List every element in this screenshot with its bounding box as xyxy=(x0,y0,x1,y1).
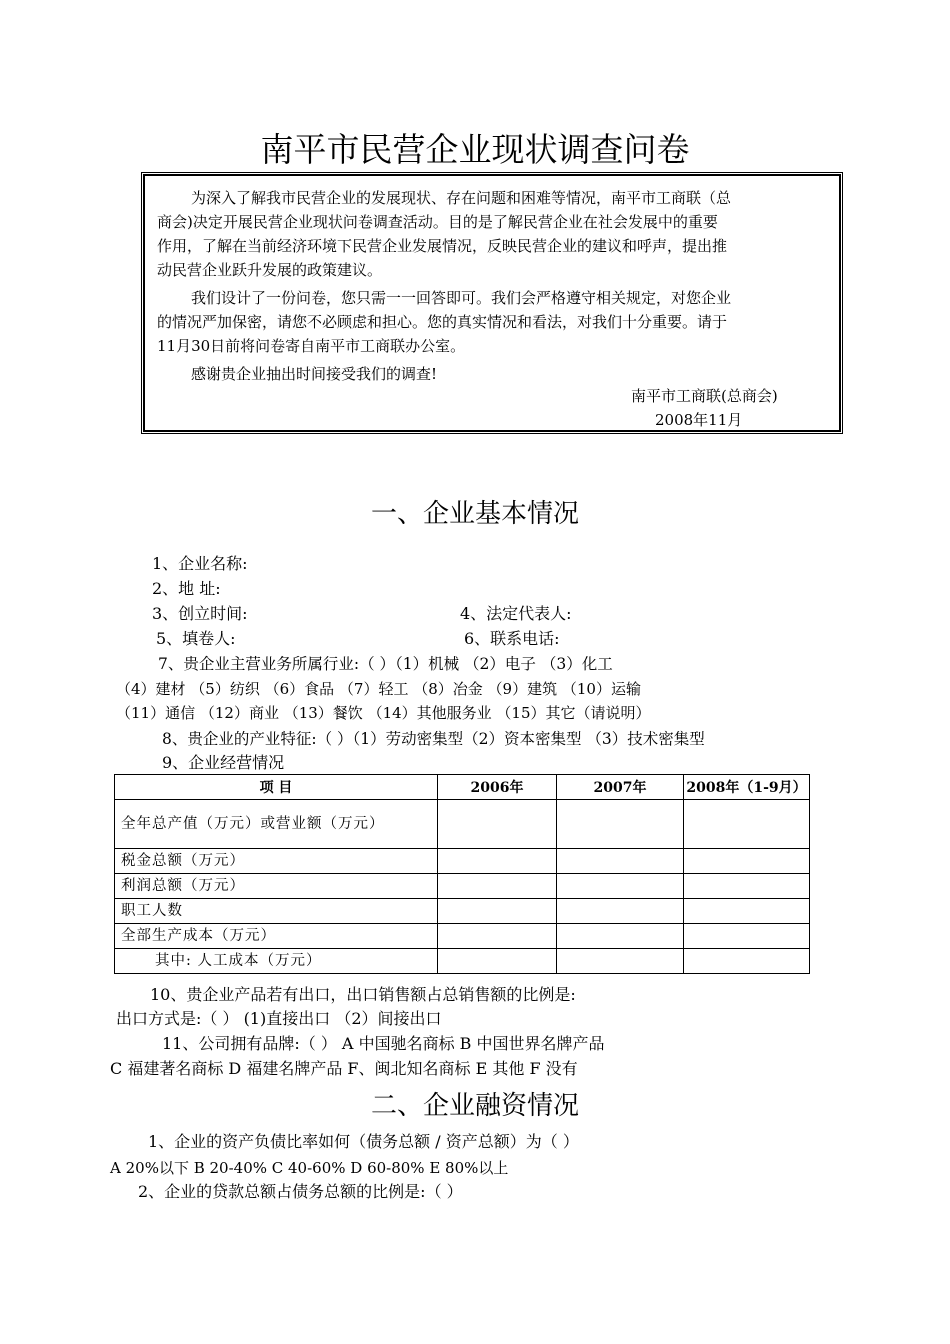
page-title: 南平市民营企业现状调查问卷 xyxy=(260,130,690,169)
financing-question-1: 1、企业的资产负债比率如何（债务总额 / 资产总额）为（ ） xyxy=(148,1132,579,1151)
intro-line: 感谢贵企业抽出时间接受我们的调查! xyxy=(191,365,438,383)
intro-line: 11月30日前将问卷寄自南平市工商联办公室。 xyxy=(157,337,466,355)
table-cell[interactable] xyxy=(557,849,684,874)
question-3: 3、创立时间: xyxy=(152,604,248,623)
intro-box xyxy=(143,174,841,432)
table-cell[interactable] xyxy=(684,874,810,899)
question-2: 2、地 址: xyxy=(152,579,221,598)
table-row xyxy=(115,849,810,874)
intro-signature: 南平市工商联(总商会) xyxy=(631,387,778,405)
row-label: 全年总产值（万元）或营业额（万元） xyxy=(115,800,438,849)
table-row xyxy=(115,924,810,949)
section-heading-basic: 一、企业基本情况 xyxy=(370,499,579,529)
question-10: 10、贵企业产品若有出口，出口销售额占总销售额的比例是: xyxy=(150,985,576,1004)
table-cell[interactable] xyxy=(684,949,810,974)
table-header: 2007年 xyxy=(557,775,684,800)
question-1: 1、企业名称: xyxy=(152,554,248,573)
intro-line: 我们设计了一份问卷，您只需一一回答即可。我们会严格遵守相关规定，对您企业 xyxy=(191,289,732,307)
intro-line: 为深入了解我市民营企业的发展现状、存在问题和困难等情况，南平市工商联（总 xyxy=(191,189,732,207)
table-cell[interactable] xyxy=(684,800,810,849)
financing-question-2: 2、企业的贷款总额占债务总额的比例是:（ ） xyxy=(138,1182,463,1201)
intro-line: 作用，了解在当前经济环境下民营企业发展情况，反映民营企业的建议和呼声，提出推 xyxy=(157,237,728,255)
question-7-options: （4）建材 （5）纺织 （6）食品 （7）轻工 （8）冶金 （9）建筑 （10）运输 xyxy=(116,680,641,698)
question-9: 9、企业经营情况 xyxy=(162,753,285,772)
table-cell[interactable] xyxy=(438,949,557,974)
question-11: 11、公司拥有品牌:（ ） A 中国驰名商标 B 中国世界名牌产品 xyxy=(162,1034,605,1053)
table-cell[interactable] xyxy=(438,800,557,849)
table-cell[interactable] xyxy=(684,899,810,924)
table-header-row xyxy=(115,775,810,800)
question-7-options: （11）通信 （12）商业 （13）餐饮 （14）其他服务业 （15）其它（请说明） xyxy=(116,704,651,722)
table-cell[interactable] xyxy=(684,849,810,874)
table-cell[interactable] xyxy=(557,874,684,899)
table-row xyxy=(115,949,810,974)
table-cell[interactable] xyxy=(438,849,557,874)
table-cell[interactable] xyxy=(557,800,684,849)
table-cell[interactable] xyxy=(557,924,684,949)
table-header: 项 目 xyxy=(115,775,438,800)
section-heading-financing: 二、企业融资情况 xyxy=(370,1091,579,1121)
intro-line: 商会)决定开展民营企业现状问卷调查活动。目的是了解民营企业在社会发展中的重要 xyxy=(157,213,718,231)
intro-line: 的情况严加保密，请您不必顾虑和担心。您的真实情况和看法，对我们十分重要。请于 xyxy=(157,313,728,331)
table-cell[interactable] xyxy=(557,949,684,974)
table-cell[interactable] xyxy=(684,924,810,949)
operations-table xyxy=(114,774,810,974)
row-label: 税金总额（万元） xyxy=(115,849,438,874)
row-label: 全部生产成本（万元） xyxy=(115,924,438,949)
row-label: 其中: 人工成本（万元） xyxy=(115,949,438,974)
table-cell[interactable] xyxy=(438,924,557,949)
table-cell[interactable] xyxy=(557,899,684,924)
table-header: 2006年 xyxy=(438,775,557,800)
question-11-options: C 福建著名商标 D 福建名牌产品 F、闽北知名商标 E 其他 F 没有 xyxy=(110,1059,578,1078)
question-10-export: 出口方式是:（ ） (1)直接出口 （2）间接出口 xyxy=(116,1009,442,1028)
table-cell[interactable] xyxy=(438,899,557,924)
question-8: 8、贵企业的产业特征:（ ）（1）劳动密集型（2）资本密集型 （3）技术密集型 xyxy=(162,730,705,748)
question-6: 6、联系电话: xyxy=(464,629,560,648)
financing-question-1-options: A 20%以下 B 20-40% C 40-60% D 60-80% E 80%以上 xyxy=(110,1159,509,1177)
row-label: 职工人数 xyxy=(115,899,438,924)
table-cell[interactable] xyxy=(438,874,557,899)
intro-date: 2008年11月 xyxy=(655,411,743,429)
intro-line: 动民营企业跃升发展的政策建议。 xyxy=(157,261,383,279)
table-header: 2008年（1-9月） xyxy=(684,775,810,800)
question-4: 4、法定代表人: xyxy=(460,604,572,623)
question-5: 5、填卷人: xyxy=(156,629,236,648)
table-row xyxy=(115,899,810,924)
table-row xyxy=(115,874,810,899)
table-row xyxy=(115,800,810,849)
row-label: 利润总额（万元） xyxy=(115,874,438,899)
question-7: 7、贵企业主营业务所属行业:（ ）（1）机械 （2）电子 （3）化工 xyxy=(158,655,613,673)
